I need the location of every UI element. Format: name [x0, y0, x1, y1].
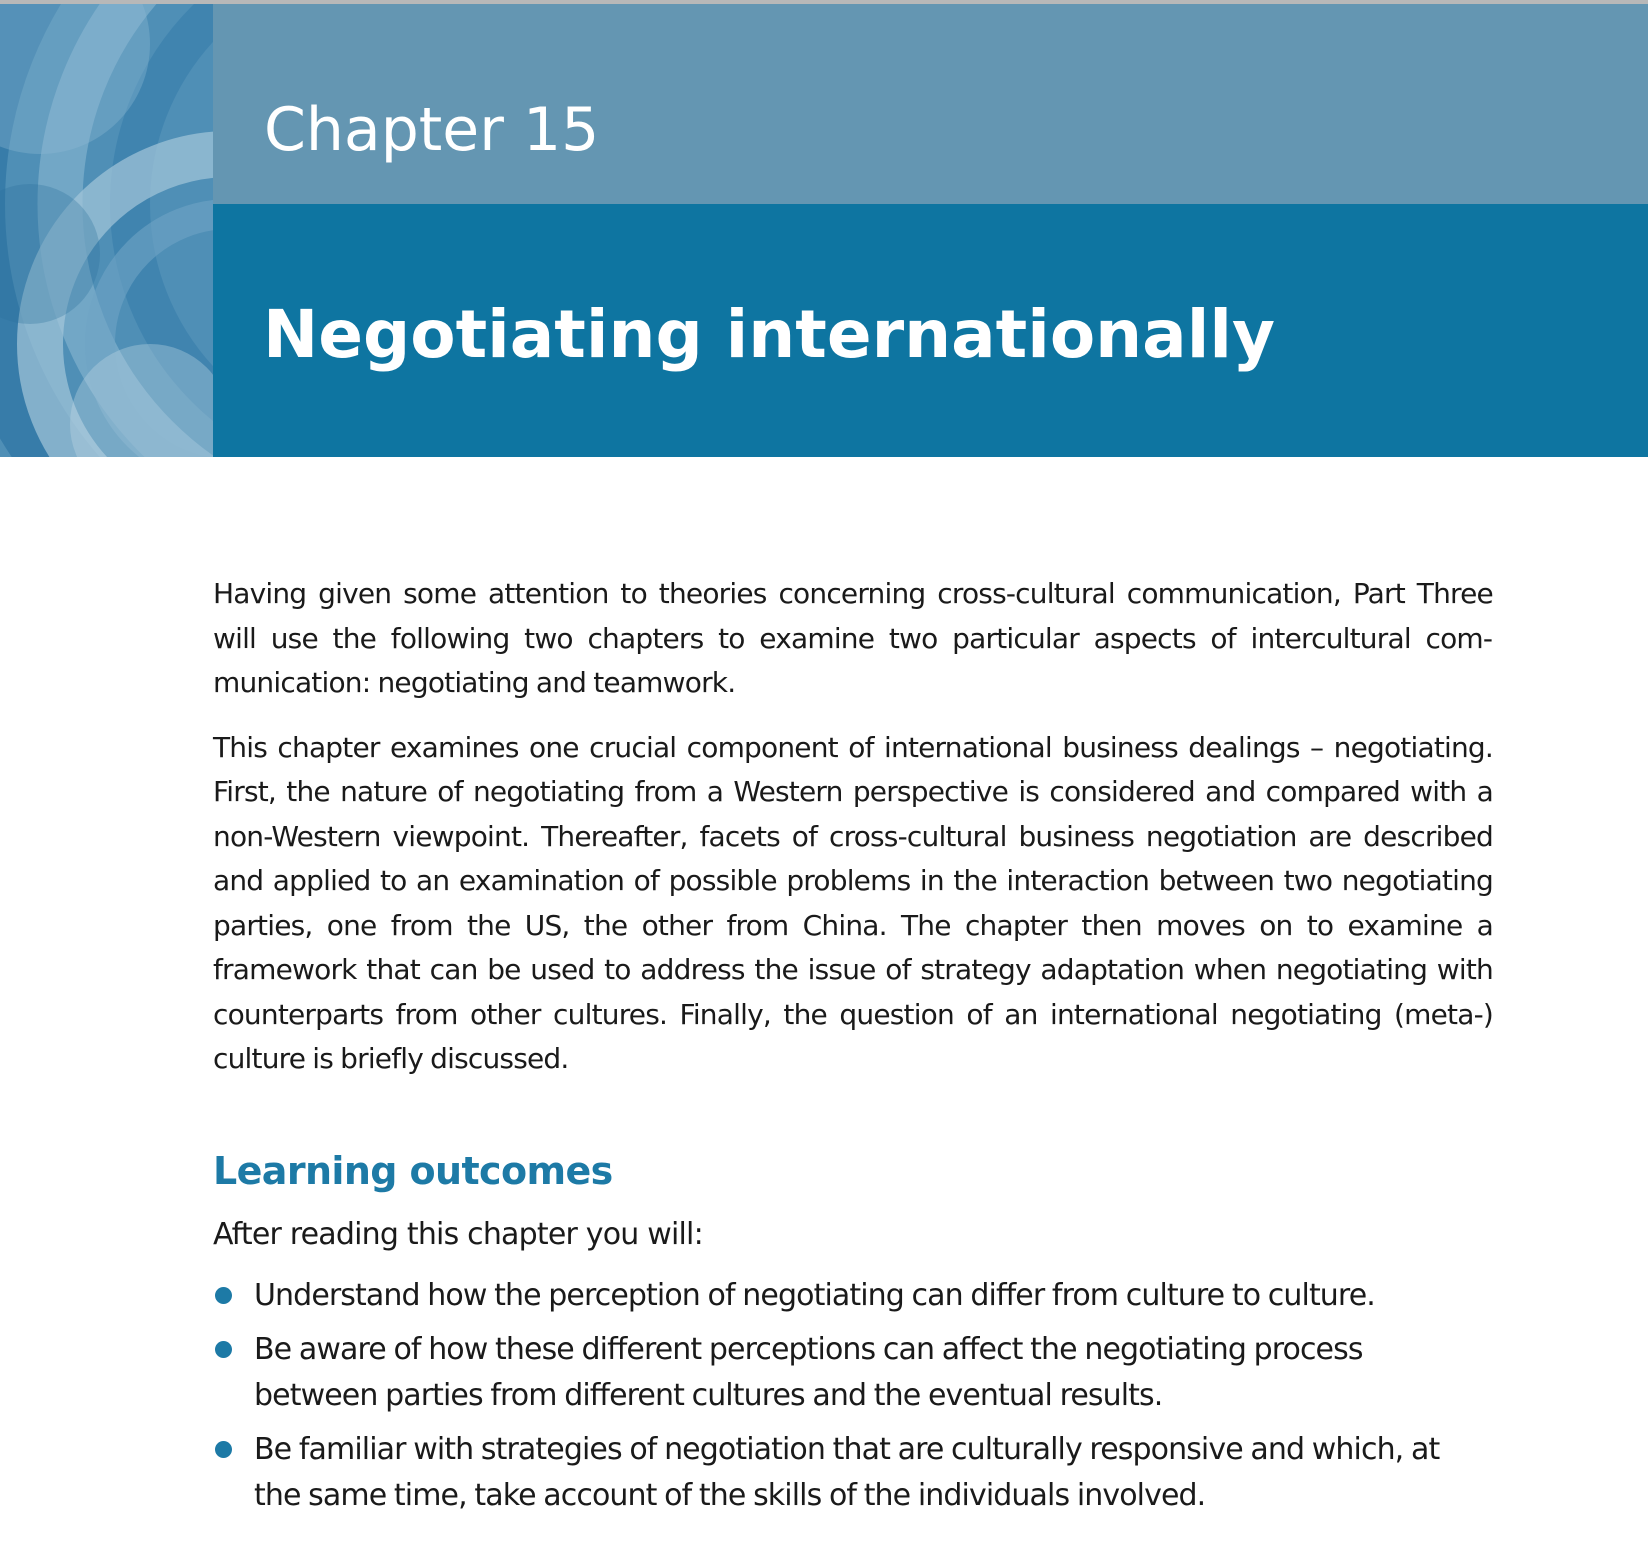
learning-outcomes-intro: After reading this chapter you will: — [213, 1216, 703, 1252]
bullet-icon — [215, 1441, 232, 1458]
learning-outcome-text: Be familiar with strategies of negotiation that are culturally responsive and which, at the same time, take account of the skills of the individuals involved. — [254, 1431, 1440, 1513]
decorative-circles-image — [0, 4, 213, 457]
learning-outcome-text: Be aware of how these different perceptions can affect the negotiating process between parties from different cultures and the eventual results. — [254, 1331, 1363, 1413]
bullet-icon — [215, 1341, 232, 1358]
bullet-icon — [215, 1287, 232, 1304]
chapter-number: Chapter 15 — [264, 95, 600, 165]
chapter-overview-paragraph: This chapter examines one crucial component of international business dealings – negotiating. First, the nature of negotiating from a Western perspective is considered and compared with a non-Western viewpoint. Thereafter, facets of cross-cultural business negotiation are described and applied to an examination of possible problems in the interaction between two negotiating parties, one from the US, the other from China. The chapter then moves on to examine a framework that can be used to address the issue of strategy adaptation when negotiating with counterparts from other cultures. Finally, the question of an international negotiating (meta-) culture is briefly discussed. — [213, 730, 1493, 1075]
learning-outcome-item — [213, 1273, 1493, 1319]
chapter-title: Negotiating internationally — [263, 296, 1275, 373]
intro-paragraph: Having given some attention to theories concerning cross-cultural communication, Part Three will use the following two chapters to examine two particular aspects of intercultural communication: negotiating and teamwork. — [213, 577, 1493, 699]
learning-outcome-item — [213, 1427, 1493, 1519]
learning-outcomes-heading: Learning outcomes — [213, 1148, 613, 1193]
learning-outcome-item — [213, 1327, 1493, 1419]
chapter-content — [213, 572, 1493, 1527]
learning-outcomes-list — [213, 1273, 1493, 1519]
learning-outcome-text: Understand how the perception of negotiating can differ from culture to culture. — [254, 1277, 1375, 1313]
